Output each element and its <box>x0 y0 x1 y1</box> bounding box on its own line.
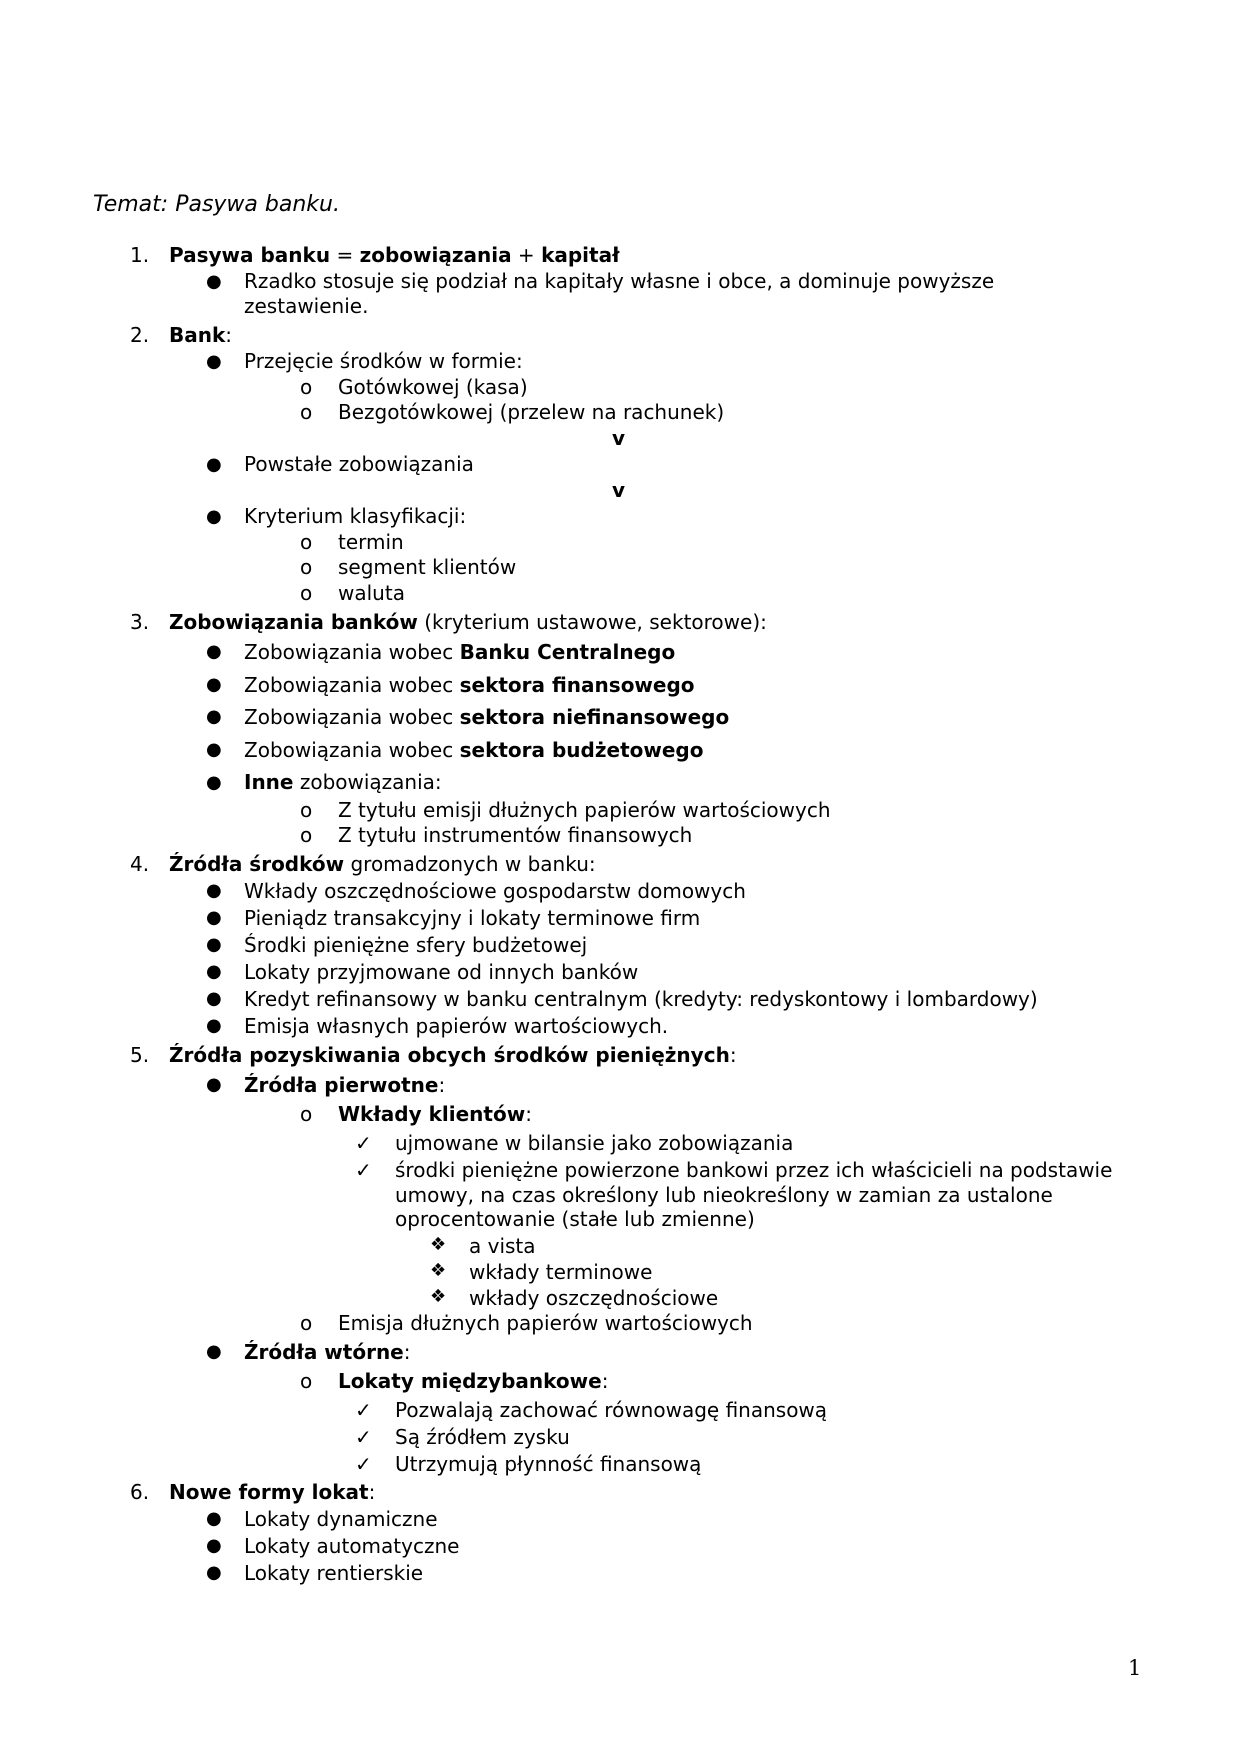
bullet: ● <box>206 988 222 1009</box>
list-item: Z tytułu instrumentów finansowych <box>338 823 693 847</box>
bullet: ● <box>206 706 222 727</box>
section-subtitle: (kryterium ustawowe, sektorowe): <box>417 610 767 634</box>
list-item <box>244 640 675 664</box>
bullet-o: o <box>300 1311 313 1335</box>
check-icon: ✓ <box>355 1398 372 1422</box>
diamond-icon: ❖ <box>430 1234 447 1255</box>
list-item: waluta <box>338 581 405 605</box>
item-text: zobowiązania: <box>293 770 442 794</box>
bullet-o: o <box>300 581 313 605</box>
bullet-o: o <box>300 400 313 424</box>
bullet-o: o <box>300 798 313 822</box>
item-bold: Źródła pierwotne <box>244 1073 439 1097</box>
item-bold: Wkłady klientów <box>338 1102 526 1126</box>
list-item: Kredyt refinansowy w banku centralnym (kredyty: redyskontowy i lombardowy) <box>244 987 1038 1011</box>
list-item: Środki pieniężne sfery budżetowej <box>244 933 588 957</box>
bullet: ● <box>206 739 222 760</box>
list-item: Rzadko stosuje się podział na kapitały własne i obce, a dominuje powyższe <box>244 269 995 293</box>
item-bold: Inne <box>244 770 294 794</box>
section-number: 5. <box>130 1043 150 1067</box>
bullet: ● <box>206 880 222 901</box>
list-item: Są źródłem zysku <box>395 1425 570 1449</box>
list-item <box>244 673 695 697</box>
bullet: ● <box>206 1508 222 1529</box>
list-item <box>244 738 703 762</box>
section-title: Nowe formy lokat <box>169 1480 369 1504</box>
item-prefix: Zobowiązania wobec <box>244 673 460 697</box>
bullet: ● <box>206 934 222 955</box>
operator: = <box>330 243 360 267</box>
list-item: Lokaty rentierskie <box>244 1561 424 1585</box>
colon: : <box>368 1480 376 1504</box>
bullet: ● <box>206 1562 222 1583</box>
list-item: Pieniądz transakcyjny i lokaty terminowe firm <box>244 906 701 930</box>
diamond-icon: ❖ <box>430 1286 447 1307</box>
operator: + <box>511 243 542 267</box>
bullet: ● <box>206 674 222 695</box>
colon: : <box>225 323 233 347</box>
section-title: Zobowiązania banków <box>169 610 418 634</box>
diamond-icon: ❖ <box>430 1260 447 1281</box>
list-item: a vista <box>469 1234 536 1258</box>
section-number: 1. <box>130 243 150 267</box>
item-bold: Lokaty międzybankowe <box>338 1369 602 1393</box>
item-bold: sektora finansowego <box>459 673 695 697</box>
item-bold: sektora budżetowego <box>459 738 704 762</box>
list-item <box>244 770 442 794</box>
bullet-o: o <box>300 1102 313 1126</box>
document-title: Temat: Pasywa banku. <box>93 192 340 217</box>
list-item: Źródła wtórne: <box>244 1340 411 1364</box>
list-item <box>244 705 729 729</box>
list-item: Emisja dłużnych papierów wartościowych <box>338 1311 753 1335</box>
check-icon: ✓ <box>355 1425 372 1449</box>
page-number: 1 <box>1128 1656 1142 1680</box>
bullet: ● <box>206 271 222 292</box>
bullet-o: o <box>300 375 313 399</box>
colon: : <box>729 1043 737 1067</box>
bullet: ● <box>206 1341 222 1362</box>
list-item: Gotówkowej (kasa) <box>338 375 528 399</box>
bullet-o: o <box>300 530 313 554</box>
bullet: ● <box>206 772 222 793</box>
check-icon: ✓ <box>355 1131 372 1155</box>
list-item: Wkłady klientów: <box>338 1102 532 1126</box>
bullet: ● <box>206 907 222 928</box>
bullet: ● <box>206 506 222 527</box>
section-number: 3. <box>130 610 150 634</box>
list-item: Lokaty automatyczne <box>244 1534 460 1558</box>
list-item: Wkłady oszczędnościowe gospodarstw domowych <box>244 879 746 903</box>
list-item: środki pieniężne powierzone bankowi przez ich właścicieli na podstawie <box>395 1158 1113 1182</box>
item-bold: Banku Centralnego <box>459 640 676 664</box>
list-item: Lokaty międzybankowe: <box>338 1369 609 1393</box>
item-bold: sektora niefinansowego <box>459 705 730 729</box>
list-item: wkłady terminowe <box>469 1260 653 1284</box>
section-number: 4. <box>130 852 150 876</box>
item-prefix: Zobowiązania wobec <box>244 738 460 762</box>
list-item: Bezgotówkowej (przelew na rachunek) <box>338 400 725 424</box>
section-title: Bank <box>169 323 226 347</box>
list-item-cont: umowy, na czas określony lub nieokreślony w zamian za ustalone <box>395 1183 1053 1207</box>
check-icon: ✓ <box>355 1452 372 1476</box>
list-item-cont: zestawienie. <box>244 294 369 318</box>
check-icon: ✓ <box>355 1158 372 1182</box>
list-item: Lokaty przyjmowane od innych banków <box>244 960 639 984</box>
bullet-o: o <box>300 1369 313 1393</box>
list-item: Utrzymują płynność finansową <box>395 1452 702 1476</box>
bullet-o: o <box>300 823 313 847</box>
list-item: ujmowane w bilansie jako zobowiązania <box>395 1131 794 1155</box>
section-number: 2. <box>130 323 150 347</box>
section-subtitle: gromadzonych w banku: <box>344 852 596 876</box>
item-prefix: Zobowiązania wobec <box>244 705 460 729</box>
list-item: Przejęcie środków w formie: <box>244 349 523 373</box>
list-item: wkłady oszczędnościowe <box>469 1286 719 1310</box>
bullet: ● <box>206 351 222 372</box>
list-item: Powstałe zobowiązania <box>244 452 474 476</box>
list-item: segment klientów <box>338 555 517 579</box>
list-item: Emisja własnych papierów wartościowych. <box>244 1014 669 1038</box>
bullet: ● <box>206 1015 222 1036</box>
bullet-o: o <box>300 555 313 579</box>
bullet: ● <box>206 1074 222 1095</box>
term: kapitał <box>541 243 620 267</box>
list-item: Z tytułu emisji dłużnych papierów wartościowych <box>338 798 831 822</box>
bullet: ● <box>206 1535 222 1556</box>
list-item: Pozwalają zachować równowagę finansową <box>395 1398 828 1422</box>
bullet: ● <box>206 641 222 662</box>
list-item: Źródła pierwotne: <box>244 1073 446 1097</box>
section-number: 6. <box>130 1480 150 1504</box>
term: zobowiązania <box>359 243 512 267</box>
item-bold: Źródła wtórne <box>244 1340 404 1364</box>
section-title: Źródła środków <box>169 852 345 876</box>
term: Pasywa banku <box>169 243 331 267</box>
list-item-cont: oprocentowanie (stałe lub zmienne) <box>395 1207 755 1231</box>
bullet: ● <box>206 454 222 475</box>
list-item: Lokaty dynamiczne <box>244 1507 438 1531</box>
arrow-down: v <box>612 478 626 502</box>
arrow-down: v <box>612 426 626 450</box>
item-prefix: Zobowiązania wobec <box>244 640 460 664</box>
list-item: termin <box>338 530 404 554</box>
list-item: Kryterium klasyfikacji: <box>244 504 467 528</box>
section-title: Źródła pozyskiwania obcych środków pieniężnych <box>169 1043 730 1067</box>
bullet: ● <box>206 961 222 982</box>
